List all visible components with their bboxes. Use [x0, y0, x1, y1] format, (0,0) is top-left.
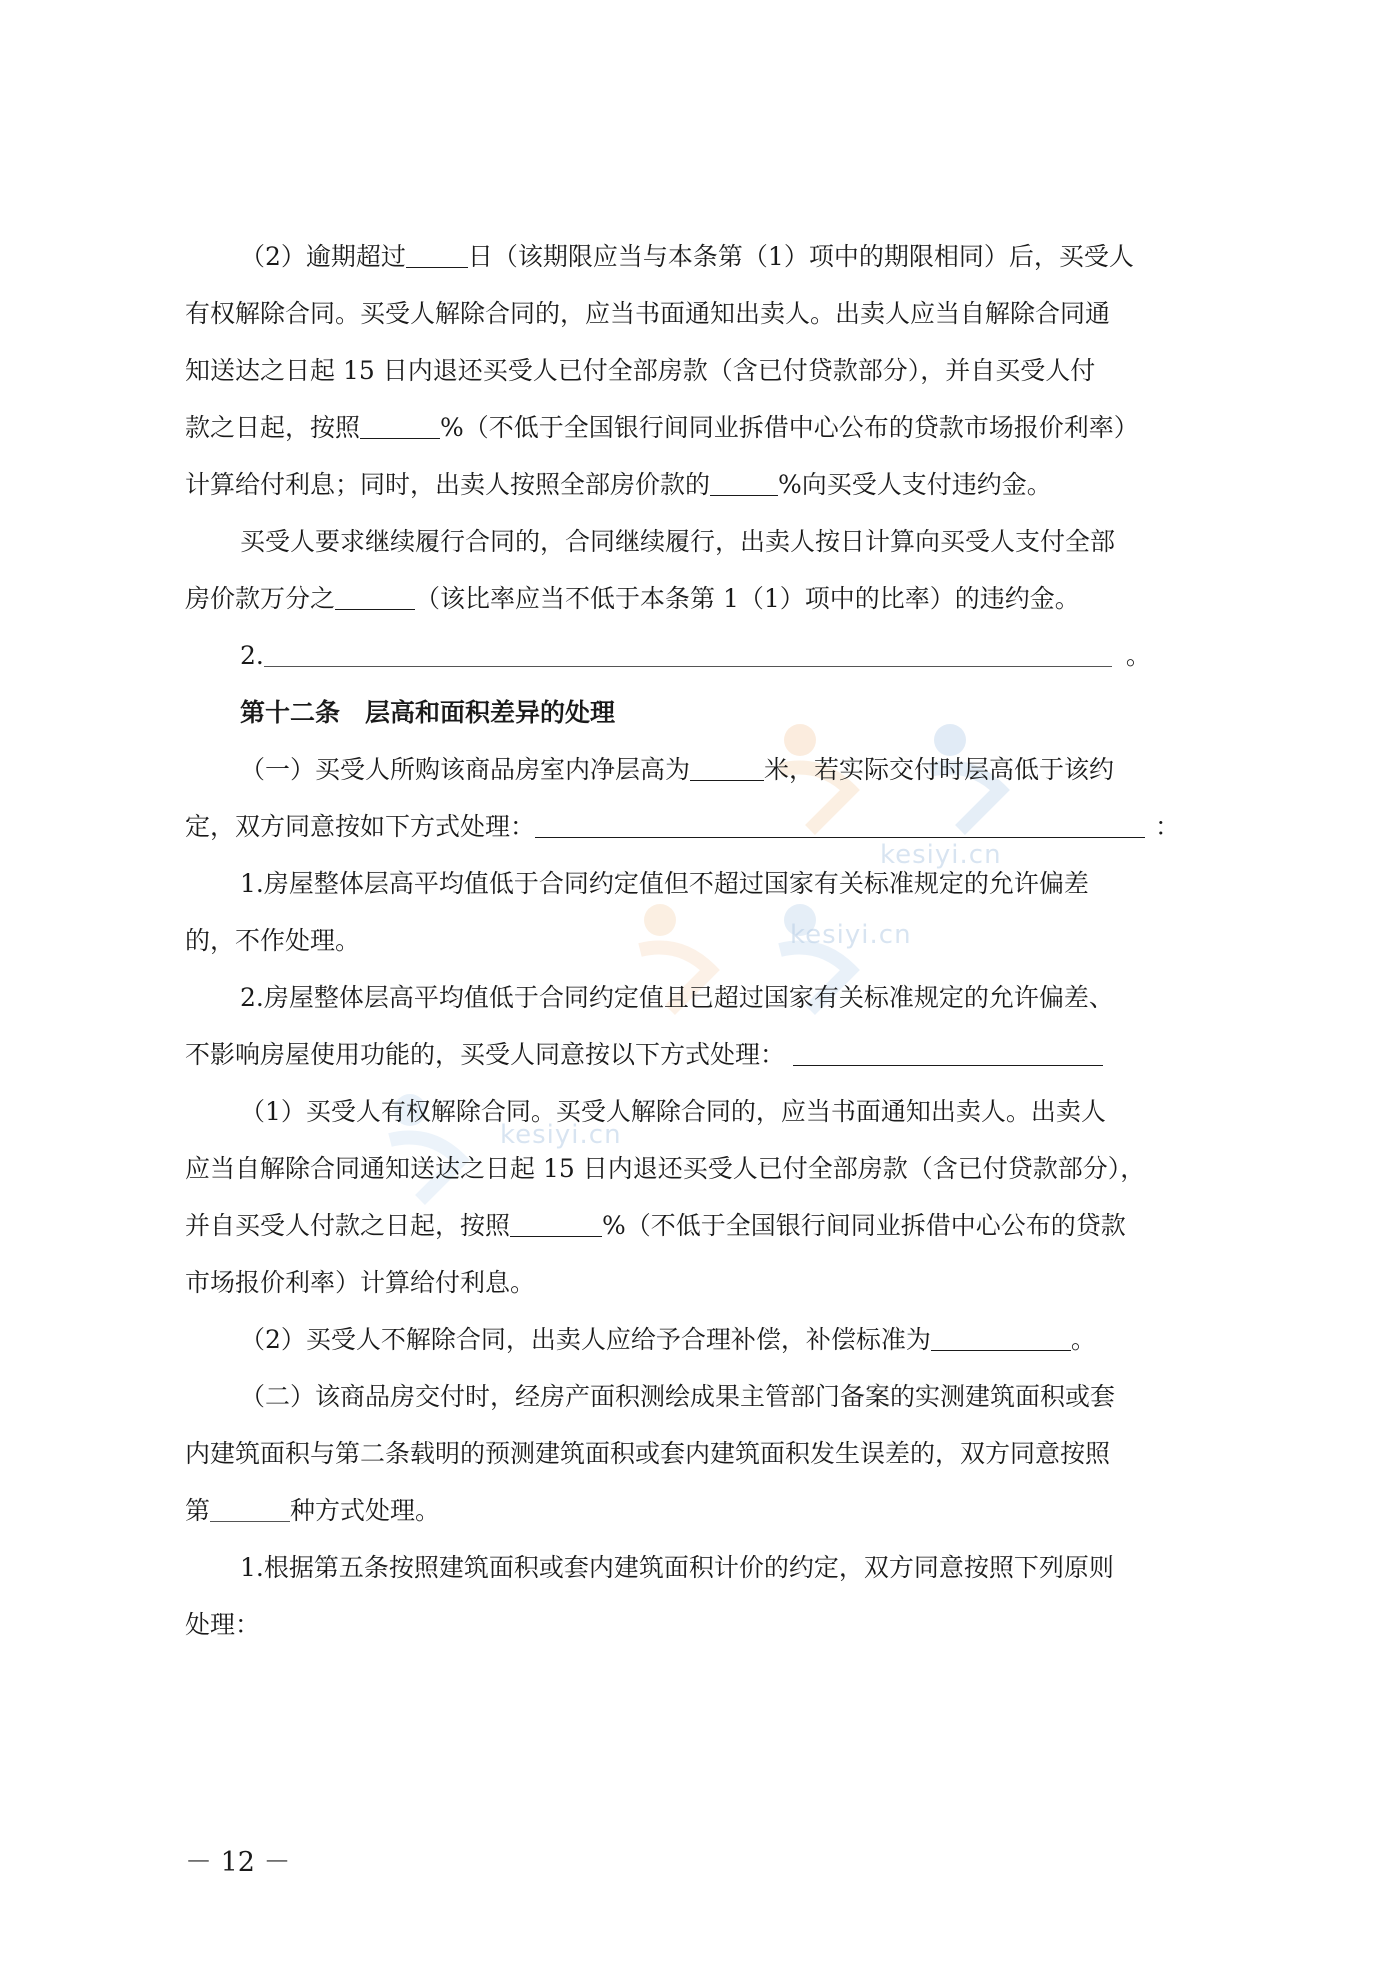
- fill-blank[interactable]: [690, 758, 764, 781]
- text-line: 1.根据第五条按照建筑面积或套内建筑面积计价的约定，双方同意按照下列原则: [240, 1553, 1114, 1582]
- text-line: 定，双方同意按如下方式处理： ：: [185, 812, 1181, 841]
- text-line: 并自买受人付款之日起，按照 %（不低于全国银行间同业拆借中心公布的贷款: [185, 1211, 1126, 1240]
- document-body: [185, 228, 1220, 1653]
- text-line: 第 种方式处理。: [185, 1496, 441, 1525]
- text-line: 房价款万分之 （该比率应当不低于本条第 1（1）项中的比率）的违约金。: [185, 584, 1080, 613]
- text-line: 买受人要求继续履行合同的，合同继续履行，出卖人按日计算向买受人支付全部: [240, 527, 1116, 556]
- watermark-text: kesiyi.cn: [790, 920, 912, 950]
- text-line: 的，不作处理。: [185, 926, 361, 955]
- text-line: 内建筑面积与第二条载明的预测建筑面积或套内建筑面积发生误差的，双方同意按照: [185, 1439, 1111, 1468]
- fill-blank[interactable]: [510, 1214, 602, 1237]
- text-line: （一）买受人所购该商品房室内净层高为 米，若实际交付时层高低于该约: [240, 755, 1115, 784]
- text-line: （1）买受人有权解除合同。买受人解除合同的，应当书面通知出卖人。出卖人: [240, 1097, 1106, 1126]
- text-line: 处理：: [185, 1610, 261, 1639]
- watermark-text: kesiyi.cn: [880, 840, 1002, 870]
- page-number: － 12 －: [185, 1847, 291, 1878]
- text-line: 计算给付利息；同时，出卖人按照全部房价款的 %向买受人支付违约金。: [185, 470, 1052, 499]
- text-line: （二）该商品房交付时，经房产面积测绘成果主管部门备案的实测建筑面积或套: [240, 1382, 1116, 1411]
- text-line: 应当自解除合同通知送达之日起 15 日内退还买受人已付全部房款（含已付贷款部分），: [185, 1154, 1146, 1183]
- watermark-text: kesiyi.cn: [500, 1120, 622, 1150]
- fill-blank[interactable]: [210, 1499, 290, 1522]
- fill-blank[interactable]: [931, 1328, 1071, 1351]
- fill-blank[interactable]: [264, 644, 1112, 667]
- fill-blank[interactable]: [710, 473, 778, 496]
- text-line: 不影响房屋使用功能的，买受人同意按以下方式处理：: [185, 1026, 1220, 1083]
- fill-blank[interactable]: [406, 245, 468, 268]
- text-line: 2.房屋整体层高平均值低于合同约定值且已超过国家有关标准规定的允许偏差、: [240, 983, 1114, 1012]
- text-line: 款之日起，按照 %（不低于全国银行间同业拆借中心公布的贷款市场报价利率）: [185, 413, 1139, 442]
- text-line: 有权解除合同。买受人解除合同的，应当书面通知出卖人。出卖人应当自解除合同通: [185, 299, 1111, 328]
- fill-blank[interactable]: [535, 815, 1145, 838]
- fill-blank[interactable]: [335, 587, 415, 610]
- text-line: 市场报价利率）计算给付利息。: [185, 1268, 536, 1297]
- fill-blank[interactable]: [360, 416, 440, 439]
- text-line: 1.房屋整体层高平均值低于合同约定值但不超过国家有关标准规定的允许偏差: [240, 869, 1089, 898]
- text-line: （2）买受人不解除合同，出卖人应给予合理补偿，补偿标准为 。: [240, 1325, 1096, 1354]
- fill-blank[interactable]: [793, 1043, 1103, 1066]
- text-line: 2. 。: [240, 641, 1151, 670]
- text-line: （2）逾期超过 日（该期限应当与本条第（1）项中的期限相同）后，买受人: [240, 242, 1134, 271]
- section-heading: 第十二条 层高和面积差异的处理: [240, 698, 616, 727]
- text-line: 知送达之日起 15 日内退还买受人已付全部房款（含已付贷款部分），并自买受人付: [185, 356, 1096, 385]
